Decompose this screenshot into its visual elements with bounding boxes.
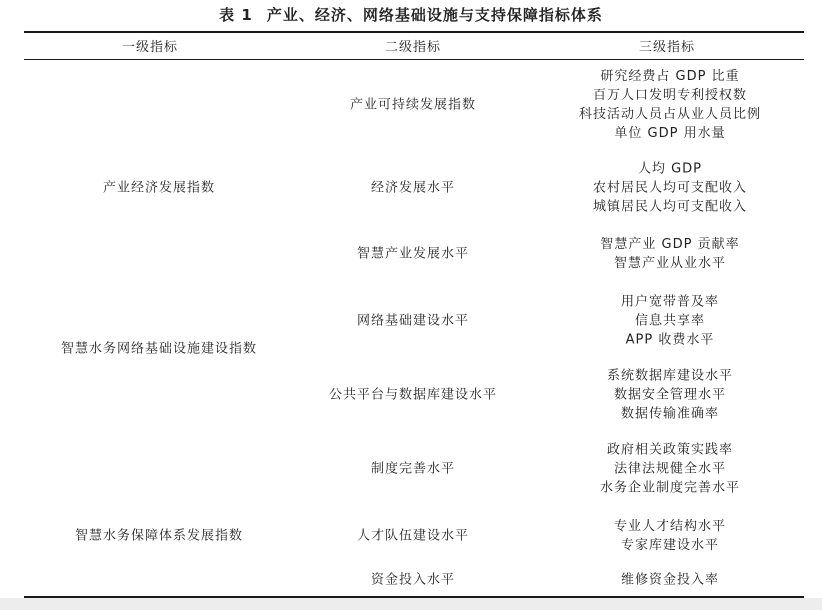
level3-item: 专家库建设水平 [620,538,720,553]
level2-cell: 经济发展水平 [370,180,456,196]
level2-cell: 人才队伍建设水平 [356,528,470,544]
table-caption [0,4,822,25]
level3-item: 用户宽带普及率 [620,294,720,310]
level3-item: 单位 GDP 用水量 [614,126,726,141]
level3-cell [621,571,719,590]
level3-item: 智慧产业从业水平 [613,256,727,271]
level3-item: 科技活动人员占从业人员比例 [578,107,762,122]
level3-cell [614,517,726,555]
level3-cell [607,367,733,424]
level3-item: 数据传输准确率 [620,406,720,422]
level1-cell: 产业经济发展指数 [102,180,216,196]
level3-item: 政府相关政策实践率 [606,442,734,458]
header-level1: 一级指标 [121,40,179,55]
header-level3: 三级指标 [638,40,696,55]
table-header-rule [24,59,804,60]
level3-item: 农村居民人均可支配收入 [592,180,748,196]
level3-item: 信息共享率 [634,313,706,329]
level2-cell: 智慧产业发展水平 [356,246,470,262]
level3-cell [600,441,740,498]
level3-item: 智慧产业 GDP 贡献率 [600,237,740,252]
level3-item: 百万人口发明专利授权数 [592,88,748,103]
level3-item: 研究经费占 GDP 比重 [600,69,740,84]
level3-item: 水务企业制度完善水平 [599,480,741,496]
table-label: 表 1 [219,6,253,24]
table-top-rule [24,31,804,33]
level2-cell: 资金投入水平 [370,572,456,588]
header-level2: 二级指标 [384,40,442,55]
level1-cell: 智慧水务网络基础设施建设指数 [60,341,258,357]
level3-cell [579,67,761,143]
level3-cell [600,235,739,273]
level3-cell [593,160,747,217]
level3-item: 法律法规健全水平 [613,461,727,477]
level3-item: 城镇居民人均可支配收入 [592,199,748,215]
level2-cell: 制度完善水平 [370,461,456,477]
level3-item: 专业人才结构水平 [613,519,727,534]
level1-cell: 智慧水务保障体系发展指数 [74,528,244,544]
level2-cell: 产业可持续发展指数 [349,97,477,113]
level2-cell: 公共平台与数据库建设水平 [328,387,498,403]
level3-item: 人均 GDP [637,161,703,177]
table-title: 产业、经济、网络基础设施与支持保障指标体系 [266,6,603,24]
level2-cell: 网络基础建设水平 [356,313,470,329]
page-bottom-band [0,598,822,610]
level3-cell [621,293,719,350]
level3-item: 数据安全管理水平 [613,387,727,403]
level3-item: APP 收费水平 [625,332,715,348]
level3-item: 维修资金投入率 [620,572,720,588]
level3-item: 系统数据库建设水平 [606,368,734,384]
